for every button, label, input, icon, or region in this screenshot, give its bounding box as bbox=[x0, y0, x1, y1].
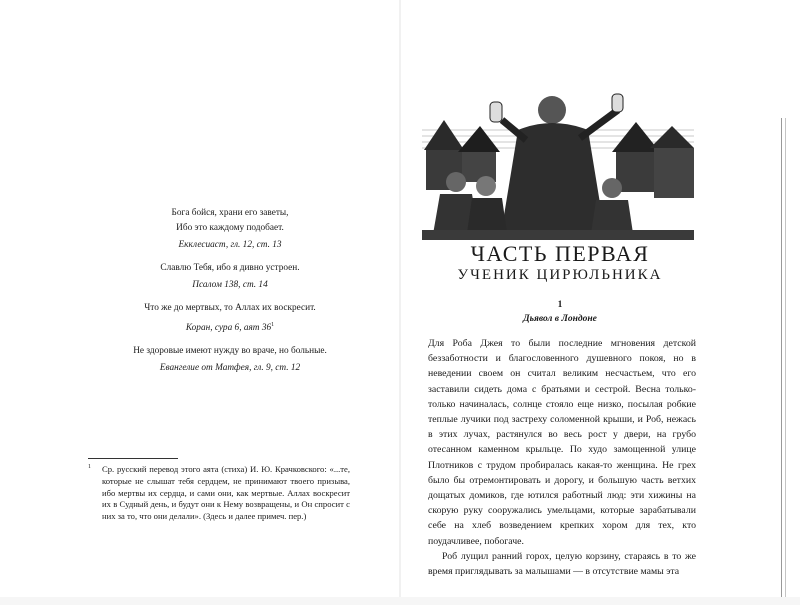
footnote-text: Ср. русский перевод этого аята (стиха) И. Ю. Крачковского: «...те, которые не слышат тебя сердцем, не принимают твоего призыва, ибо мертвы их сердца, и сами они, как мертвые. Аллах воскресит их в Судный день, и будут они к Нему возвращены, и Он спросит с них за то, что они делали». (Здесь и далее примеч. пер.) bbox=[102, 464, 350, 522]
woodcut-illustration bbox=[422, 90, 694, 240]
epigraph-source: Псалом 138, ст. 14 bbox=[192, 280, 268, 290]
chapter-title: Дьявол в Лондоне bbox=[523, 314, 597, 324]
page-edge-line bbox=[785, 118, 786, 603]
scan-bottom-strip bbox=[0, 597, 800, 605]
paragraph: Для Роба Джея то были последние мгновения детской беззаботности и благословенного душевного покоя, но в неведении своем он считал великим несчастьем, что его заставили сидеть дома с братьями и сестрой. Весна только-только начиналась, солнце стояло еще низко, посылая робкие теплые лучики под застреху соломенной крыши, и Роб, нежась в этих лучах, растянулся во весь рост у двери, на грубо отесанном каменном крыльце. По худо замощенной улице Плотников с трудом пробиралась какая-то женщина. Не грех было бы отремонтировать и дорогу, и большую часть ветхих дощатых домиков, где ютился работный люд: эти хижины на скорую руку сооружались умельцами, которые зарабатывали себе на хлеб возведением крепких хором для тех, кто поудачливее, побогаче. bbox=[428, 338, 696, 547]
epigraph-line: Не здоровые имеют нужду во враче, но больные. bbox=[133, 346, 327, 357]
epigraph-source: Екклесиаст, гл. 12, ст. 13 bbox=[178, 240, 282, 250]
paragraph: Роб лущил ранний горох, целую корзину, стараясь в то же время приглядывать за малышами — в отсутствие мамы эта bbox=[428, 550, 696, 578]
chapter-number: 1 bbox=[557, 300, 563, 310]
part-subtitle: УЧЕНИК ЦИРЮЛЬНИКА bbox=[457, 267, 663, 283]
epigraph-source: Евангелие от Матфея, гл. 9, ст. 12 bbox=[159, 363, 301, 374]
epigraph-line: Что же до мертвых, то Аллах их воскресит. bbox=[144, 303, 316, 313]
epigraph bbox=[104, 261, 356, 293]
epigraph bbox=[104, 301, 356, 336]
footnote-rule bbox=[88, 458, 178, 459]
footnote bbox=[88, 464, 350, 523]
epigraph-line: Ибо это каждому подобает. bbox=[176, 223, 284, 233]
epigraph-line: Бога бойся, храни его заветы, bbox=[171, 208, 289, 218]
chapter-body bbox=[428, 336, 696, 579]
page-gutter bbox=[399, 0, 401, 605]
footnote-number: 1 bbox=[88, 464, 91, 470]
footnote-marker[interactable]: 1 bbox=[271, 322, 275, 328]
epigraph-line: Славлю Тебя, ибо я дивно устроен. bbox=[160, 263, 300, 273]
epigraph-source: Коран, сура 6, аят $36^1$ bbox=[185, 322, 275, 334]
epigraph bbox=[104, 206, 356, 253]
epigraph bbox=[104, 344, 356, 376]
page-edge-line bbox=[781, 118, 782, 603]
part-title: ЧАСТЬ ПЕРВАЯ bbox=[470, 241, 650, 266]
epigraphs bbox=[104, 206, 356, 384]
